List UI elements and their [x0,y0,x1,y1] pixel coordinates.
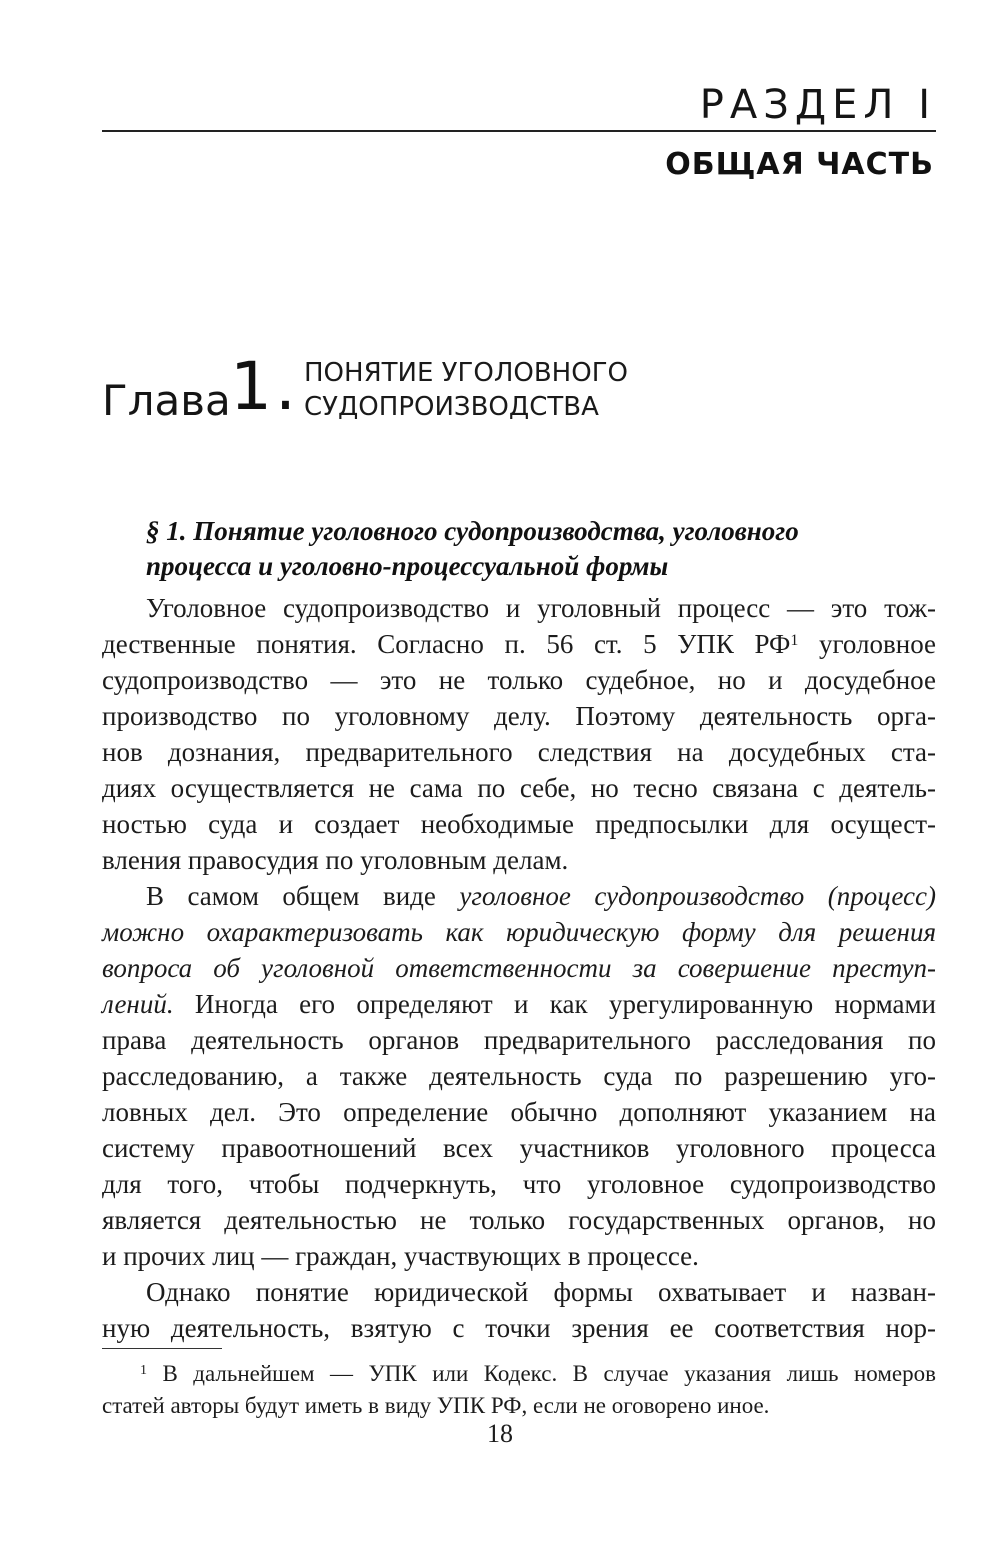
footnote-line [140,1358,936,1390]
text-line: ную деятельность, взятую с точки зрения ее соответствия нор- [102,1313,936,1343]
paragraph-heading [146,514,946,584]
text-line: ностью суда и создает необходимые предпосылки для осущест- [102,809,936,839]
text-line [102,986,936,1022]
italic-fragment: лений. [102,989,174,1019]
paragraph-heading-line: § 1. Понятие уголовного судопроизводства, уголовного [146,516,799,546]
chapter-title [304,356,628,424]
text-fragment: уголовное [798,629,937,659]
text-line: является деятельностью не только государственных органов, но [102,1205,936,1235]
text-fragment: Иногда его определяют и как урегулированную нормами [173,989,936,1019]
page-number: 18 [487,1419,513,1448]
chapter-number-dot: . [275,348,296,425]
chapter-title-line: СУДОПРОИЗВОДСТВА [304,392,599,422]
text-line: можно охарактеризовать как юридическую форму для решения [102,917,936,947]
text-line: систему правоотношений всех участников уголовного процесса [102,1133,936,1163]
text-line [102,626,936,662]
text-line: для того, чтобы подчеркнуть, что уголовное судопроизводство [102,1169,936,1199]
text-line: нов дознания, предварительного следствия на досудебных ста- [102,737,936,767]
section-divider [102,130,936,132]
text-line: и прочих лиц — граждан, участвующих в процессе. [102,1241,699,1271]
text-line: диях осуществляется не сама по себе, но тесно связана с деятель- [102,773,936,803]
paragraph-heading-line: процесса и уголовно-процессуальной формы [146,551,669,581]
italic-fragment: уголовное судопроизводство (процесс) [459,881,936,911]
chapter-title-line: ПОНЯТИЕ УГОЛОВНОГО [304,358,629,388]
chapter-number: 1 [230,348,272,425]
section-label: РАЗДЕЛ I [699,82,936,128]
text-fragment: В самом общем виде [146,881,460,911]
text-line: расследованию, а также деятельность суда по разрешению уго- [102,1061,936,1091]
text-line: Однако понятие юридической формы охватывает и назван- [146,1277,936,1307]
text-line: права деятельность органов предварительного расследования по [102,1025,936,1055]
text-line: ловных дел. Это определение обычно дополняют указанием на [102,1097,936,1127]
footnote-divider [102,1348,222,1349]
text-line: вления правосудия по уголовным делам. [102,845,569,875]
text-line [146,878,936,914]
text-line: вопроса об уголовной ответственности за совершение преступ- [102,953,936,983]
text-fragment: дественные понятия. Согласно п. 56 ст. 5 УПК РФ [102,629,791,659]
text-line: судопроизводство — это не только судебное, но и досудебное [102,665,936,695]
section-title: ОБЩАЯ ЧАСТЬ [665,147,934,182]
footnote-line: статей авторы будут иметь в виду УПК РФ, если не оговорено иное. [102,1393,770,1418]
footnote-ref: 1 [790,632,799,649]
text-line: производство по уголовному делу. Поэтому деятельность орга- [102,701,936,731]
footnote-marker: 1 [140,1363,147,1378]
text-line: Уголовное судопроизводство и уголовный процесс — это тож- [146,593,936,623]
footnote-text: В дальнейшем — УПК или Кодекс. В случае указания лишь номеров [147,1361,936,1386]
chapter-word: Глава [102,376,231,425]
